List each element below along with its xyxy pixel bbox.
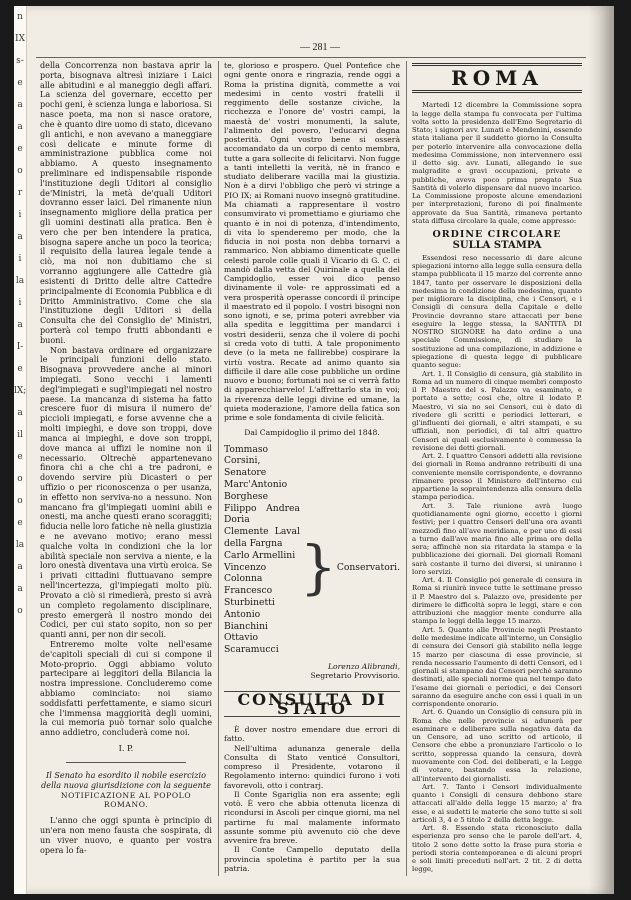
notice-opening: L'anno che oggi spunta è principio di un'era non meno fausta che sospirata, di un viver nuovo, e quanto per vostra opera lo fa- bbox=[40, 815, 212, 855]
gutter-fragment: i bbox=[18, 254, 22, 264]
conservatori-label: Conservatori. bbox=[336, 561, 400, 573]
article-paragraph: È dover nostro emendare due errori di fatto. bbox=[224, 725, 400, 744]
article-paragraph: Non bastava ordinare ed organizzare le principali funzioni dello stato. Bisognava provvedere anche ai minori impiegati. Sono vecchi i lamenti degl'impiegati e sugl'impiegati nel nostro paese. La mancanza di sistema ha fatto crescere fuor di misura il numero de' piccioli impiegati, e forse avvenne che a molti impieghi, e dove son troppi, dove manca ai impieghi, e dove son troppi, dove manca ai uffizi le nomine non il necessario. Oltrechè appartenevano finora chi a che chi a tre padroni, e dovendo servire più Dicasteri o per uffizio o per riconoscenza o per usanza, in effetto non serviva-no a nessuno. Non mancano fra gl'impiegati uomini abili e onesti, ma anche questi erano scoraggiti; fiducia nelle loro fatiche nè nella giustizia e ne avevano motivo; erano messi qualche volta in condizioni che la lor abilità speciale non serviva a niente, e la loro onestà diventava una virtù eroica. Se i privati cittadini fluttuavano sempre nell'incertezza, gl'impiegati molto più. Provato a ciò si rimedierà, presto si avrà un completo regolamento disciplinare, presto emergerà il nostro mondo dei Codici, per cui stato sopito, non so per quanti anni, per non dir secoli. bbox=[40, 344, 212, 640]
gutter-fragment: il bbox=[17, 430, 23, 440]
signatory-name: Antonio Bianchini bbox=[224, 608, 268, 632]
law-article: Art. 1. Il Consiglio di censura, già stabilito in Roma ad un numero di cinque membri composto il P. Maestro del s. Palazzo va esaminato, e portato a sette; cosi che, oltre il lodato P. Maestro, vi sia no sei Censori, cui è dato di rivedere gli scritti e periodici letterari, e gl'influenti dei giornali, e altri stampati, e su uffiziali, non periodici, di tal altri quattro Censori ai quali esclusivamente è commessa la revisione dei detti giornali. bbox=[412, 369, 582, 452]
article-paragraph: Il Conte Sgariglia non era assente; egli votò. È vero che abbia ottenuta licenza di ricondursi in Ascoli per cinque giorni, ma nel partirne fu mal malamente informato assunte somme più avvenuto ciò che deve avvenire fra breve. bbox=[224, 789, 400, 846]
signatory-name: Vincenzo Colonna bbox=[224, 561, 267, 585]
article-paragraph: Nell'ultima adunanza generale della Consulta di Stato venticé Consultori, compreso il Presidente, votarono il Regolamento interno: quindici furono i voti favorevoli, otto i contrarj. bbox=[224, 743, 400, 790]
gutter-fragment: I- bbox=[16, 342, 24, 352]
gutter-fragment: IX bbox=[15, 34, 25, 44]
law-article: Art. 3. Tale riunione avrà luogo quotidianamente ogni giorno, eccetto i giorni festivi; per i quattro Censori dell'una ora avanti mezzodì fino all'ave meridiana, e per uno di essi a turno dall'ave maria fino alle prima ore della sera; affinchè non sia ritardata la stampa e la pubblicazione dei giornali. Dei giornali Romani sarà costante il turno dei diversi, si uniranno i loro servizi. bbox=[412, 501, 582, 576]
column-right bbox=[412, 61, 582, 874]
gutter-fragment: la bbox=[15, 276, 25, 286]
gutter-fragment: e bbox=[17, 144, 23, 154]
senate-intro-line: della nuova giurisdizione con la seguente bbox=[41, 779, 211, 790]
senate-intro-line: Il Senato ha esordito il nobile esercizio bbox=[46, 769, 206, 780]
section-heading-consulta: CONSULTA DI STATO bbox=[224, 691, 400, 718]
double-rule bbox=[412, 90, 582, 93]
law-article: Art. 5. Quanto alle Provincie negli Prestanto delle medesime indicate all'interno, un Consiglio di censura dei Censori già stabilito nella legge 15 marzo per ciascuna di esse provincie, si renda necessario l'aumento di detti Censori, ed i giornali si stampano dai Censori perché saranno destinati, alle speciali norme qua nel tempo dato l'esame dei giornali e periodici, e dei Censori saranno da eseguire anche con essi i quali in un corrispondente onorario. bbox=[412, 625, 582, 709]
signatory-name: Clemente Laval della Fargna bbox=[224, 526, 300, 549]
signatory-name: Ottavio Scaramucci bbox=[224, 632, 279, 656]
gutter-fragment: a bbox=[17, 122, 23, 132]
gutter-fragment: e bbox=[17, 364, 23, 374]
section-heading-roma: ROMA bbox=[451, 66, 543, 90]
newspaper-page bbox=[14, 6, 614, 894]
gutter-fragment: s- bbox=[16, 56, 24, 66]
gutter-fragment: r bbox=[17, 188, 23, 198]
section-separator bbox=[66, 762, 186, 763]
gutter-fragment: a bbox=[17, 320, 23, 330]
signatory-name: Marc'Antonio Borghese bbox=[224, 479, 288, 502]
law-article: Art. 4. Il Consiglio poi generale di censura in Roma si riunirà invece tutte le settimane presso il P. Maestro del s. Palazzo ove, presidente per dirimere le difficoltà sopra le leggi, stare e con attribuzioni che maggior mente condurre alla stampa le leggi della legge 15 marzo. bbox=[412, 576, 582, 626]
gutter-fragment: lX; bbox=[14, 386, 27, 396]
circular-subtitle: SULLA STAMPA bbox=[452, 239, 542, 251]
article-paragraph: della Concorrenza non bastava aprir la porta, bisognava altresì iniziare i Laici alle abitudini e al maneggio degli affari. La scienza del governare, eccetto per pochi geni, è scienza lunga e laboriosa. Si nasce poeta, ma non si nasce oratore, che è quanto dire uomo di stato, dicevano gli antichi, e non avevano a maneggiare così delicate e minute forme di amministrazione pubblica come noi abbiamo. A questo insegnamento preliminare ed indispensabile risponde l'instituzione degli Uditori al consiglio de'Ministri, la metà de'quali Uditori dovranno esser laici. Del rimanente niun insegnamento migliore della pratica per gli uomini destinati alla pratica. Ben è vero che per ben intendere la pratica, bisogna sapere anche un poco la teorica; il requisito della laurea legale tende a ciò, ma noi non dubitiamo che si vorranno aggiungere alle Cattedre già esistenti di Dritto delle altre Cattedre principalmente di Economia Pubblica e di Dritto Amministrativo. Come che sia l'instituzione degli Uditori sì della Consulta che del Consiglio de' Ministri, porterà col tempo frutti abbondanti e buoni. bbox=[40, 60, 212, 345]
binding-gutter bbox=[14, 6, 27, 894]
header-rule bbox=[36, 57, 586, 58]
law-article: Art. 6. Quando un Consiglio di censura più in Roma che nelle provincie si adunerà per esaminare e deliberare sulla negativa data da un Censore, ad uno scritto od articolo, il Censore che ebbe a pronunziare l'articolo o lo scritto, soppressa quando la censura, dovrà nuovamente con Cod. dei deliberati, e la Legge di votare, bastando essa la relazione, all'intervento dei giornalisti. bbox=[412, 708, 582, 783]
gutter-fragment: o bbox=[17, 166, 23, 176]
date-line: Dal Campidoglio il primo del 1848. bbox=[244, 428, 380, 438]
gutter-fragment: o bbox=[17, 606, 23, 616]
signatory-name: Tommaso Corsini, Senatore bbox=[224, 443, 269, 479]
signatories-table bbox=[224, 444, 400, 656]
page-number: — 281 — bbox=[300, 42, 340, 53]
gutter-fragment: n bbox=[17, 12, 23, 22]
notice-title: NOTIFICAZIONE AL POPOLO ROMANO. bbox=[60, 790, 192, 810]
gutter-fragment: a bbox=[17, 562, 23, 572]
signatory-name: Filippo Andrea Doria bbox=[224, 502, 300, 526]
law-article: Art. 7. Tanto i Censori individualmente quanto i Consigli di censura debbono stare attaccati all'aldo della legge 15 marzo; a' fra esse, e ai sudetti le materie che sono tutte si soli articoli 3, 4 e 5 titolo 2 della detta legge. bbox=[412, 782, 582, 824]
secretary-name: Lorenzo Alibrandi, bbox=[327, 661, 400, 671]
column-divider bbox=[406, 61, 407, 876]
article-paragraph: te, glorioso e prospero. Quel Pontefice che ogni gente onora e ringrazia, rende oggi a Roma la pristina dignità, commette a voi medesimi in cento vostri fratelli il reggimento delle sostanze civiche, la ricchezza e l'onore de' vostri campi, la maestà de' vostri monumenti, la salute, l'alimento del povero, l'educarvi degna posterità. Ogni vostro bene si osserà accomandato da un corpo di cento membra, tutte a gara sollecite di felicitarvi. Non fugge a tanti intelletti la verità, nè in franco e studiato deliberare vacilla mai la giustizia. Non è a dirvi l'obbligo che però vi stringe a PIO IX; ai Romani nuovo insegnò gratitudine. Ma chiamati a rappresentare il vostro consumvirato vi promettiamo e giuriamo che quanto è in noi di potenza, d'intendimento, di vita lo spenderemo per modo, che la fiducia in noi posta non debba tornarvi a rammarico. Non abbiamo dimenticate quelle celesti parole colle quali il Vicario di G. C. ci mandò dalla vetta del Quirinale a quella del Campidoglio, esser voi dico penso divinamente il vole- re approssimati ed a vera prosperità operasse concordi il principe il maestrato ed il popolo. I vostri bisogni non sono ignoti, e se, prima poteri avrebber via alla spedita e leggittima per mandarci i vostri desiderii, senza che il volere di pochi si creda voto di tutti. A tale proponimento deve (o la meta ne fallirebbe) cospirare la virtù vostra. Recate ad animo quanto sia difficile il dare alle cose pubbliche un ordine nuovo e buono; fortunati noi se ci verrà fatto di apparecchiarvelo! L'affrettarlo sta in voi; la riverenza delle leggi divine ed umane, la quieta moderazione, l'amore della fatica son prime e sole fondamenta di civile felicità. bbox=[224, 61, 400, 423]
brace-glyph: } bbox=[299, 532, 337, 601]
gutter-fragment: e bbox=[17, 452, 23, 462]
author-initials: I. P. bbox=[118, 743, 134, 754]
law-article: Art. 2. I quattro Censori addetti alla revisione dei giornali in Roma andranno retribuiti di una conveniente mensile corrispondente, e dovranno rimanere presso il Ministero dell'interno cui appartiene la sopraintendenza alla censura della stampa periodica. bbox=[412, 452, 582, 502]
gutter-fragment: e bbox=[17, 518, 23, 528]
article-paragraph: Martedì 12 dicembre la Commissione sopra la legge della stampa fu convocata per l'ultima volta sotto la presidenza dell'Emo Segretario di Stato; i signori avv. Lunati e Mendenini, essendo stata italiana per il suddetto giorno la Consulta per poterlo intervenire alla convocazione della medesima Commissione, non intervennero essi il detto sig. avv. Lunati, allegando le sue malgradite e gravi occupazioni, private e pubbliche, aveva poco prima pregato Sua Santità di volerlo dispensare dal nuovo incarico. La Commissione proposte alcune emendazioni per interpretazioni, furono di poi finalmente approvate da Sua Santità, rimaneva pertanto stata diffusa circolare la quale, come appresso: bbox=[412, 101, 582, 225]
signatory-name: Carlo Armellini bbox=[224, 549, 296, 561]
gutter-fragment: a bbox=[17, 232, 23, 242]
gutter-fragment: e bbox=[17, 78, 23, 88]
gutter-fragment: a bbox=[17, 408, 23, 418]
gutter-fragment: i bbox=[18, 210, 22, 220]
gutter-fragment: o bbox=[17, 474, 23, 484]
gutter-fragment: i bbox=[18, 298, 22, 308]
column-middle bbox=[224, 61, 400, 873]
article-paragraph: Essendosi reso necessario di dare alcune spiegazioni intorno alla legge sulla censura della stampa pubblicata il 15 marzo del corrente anno 1847, tanto per osservare le disposizioni della medesima in condizione della medesima, quanto per migliorare la disciplina, che i Censori, e i Consigli di censura della Capitale e delle Provincie dovranno stare attaccati per bene eseguire la legge stessa, la SANTITÀ DI NOSTRO SIGNORE ha dato ordine a una speciale Commissione, di studiare la sostituzione ad una compilazione, in addizione e spiegazione di questa legge di pubblicare quanto segue: bbox=[412, 253, 582, 370]
circular-title: ORDINE CIRCOLARE bbox=[432, 229, 562, 241]
gutter-fragment: o bbox=[17, 496, 23, 506]
signatory-name: Francesco Sturbinetti bbox=[224, 585, 275, 608]
gutter-fragment: a bbox=[17, 100, 23, 110]
column-divider bbox=[218, 61, 219, 876]
column-left bbox=[40, 61, 212, 855]
page-edge-shadow bbox=[588, 6, 614, 894]
article-paragraph: Entreremo molte volte nell'esame de'capitoli speciali di cui si compone il Moto-proprio. Oggi abbiamo voluto partecipare ai leggitori della Bilancia la nostra impressione. Concluderemo come abbiamo cominciato: noi siamo soddisfatti perfettamente, e siamo sicuri che l'immensa maggiorità degli uomini, la cui memoria può tornar solo qualche anno addietro, concluderà come noi. bbox=[40, 638, 212, 738]
gutter-fragment: a bbox=[17, 584, 23, 594]
article-paragraph: Il Conte Campello deputato della provincia spoletina è partito per la sua patria. bbox=[224, 845, 400, 874]
secretary-title: Segretario Provvisorio. bbox=[310, 671, 400, 681]
gutter-fragment: la bbox=[15, 540, 25, 550]
law-article: Art. 8. Essendo stata riconosciuto dalla esperienza pro senso che le parole dell'art. 4, titolo 2 sono dette sotto la frase pura storia e periodi storia contemporanea e di alcuni propri e soli limiti preceduti nell'art. 2 tit. 2 di detta legge, bbox=[412, 824, 582, 874]
